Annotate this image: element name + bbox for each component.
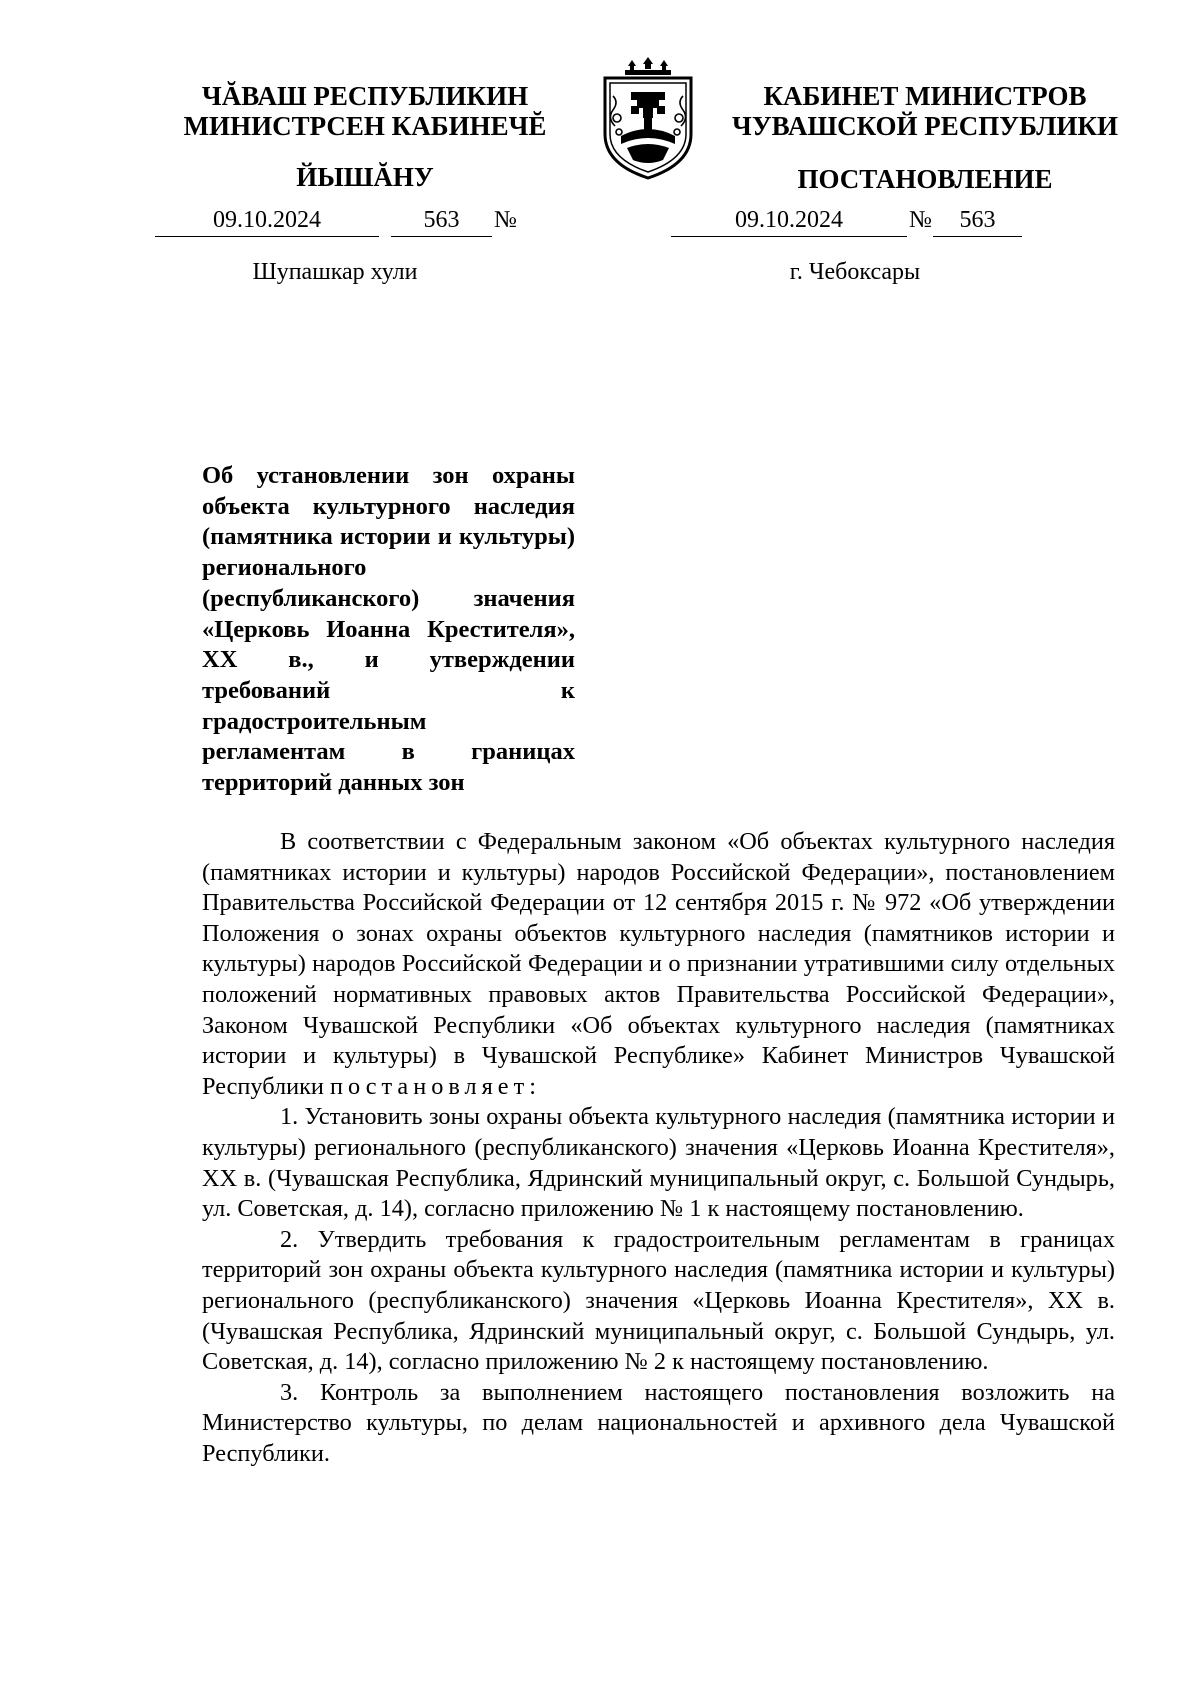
preamble-text: В соответствии с Федеральным законом «Об объектах культурного наследия (памятниках истории и культуры) народов Российской Федерации», постановлением Правительства Российской Федерации от 12 сентября 2015 г. № 972 «Об утверждении Положения о зонах охраны объектов культурного наследия (памятников истории и культуры) народов Российской Федерации и о признании утратившими силу отдельных положений нормативных правовых актов Правительства Российской Федерации», Законом Чувашской Республики «Об объектах культурного наследия (памятниках истории и культуры) в Чувашской Республике» Кабинет Министров Чувашской Республики <box>202 828 1115 1100</box>
city-left: Шупашкар хули <box>252 259 418 285</box>
item-1: 1. Установить зоны охраны объекта культурного наследия (памятника истории и культуры) регионального (республиканского) значения «Церковь Иоанна Крестителя», XX в. (Чувашская Республика, Ядринский муниципальный округ, с. Большой Сундырь, ул. Советская, д. 14), согласно приложению № 1 к настоящему постановлению. <box>202 1103 1115 1223</box>
number-left-value: 563 <box>423 207 460 233</box>
header-right <box>725 81 1125 141</box>
date-right-value: 09.10.2024 <box>735 207 843 233</box>
decree-word: постановляет: <box>329 1072 541 1100</box>
number-right-value: 563 <box>959 207 996 233</box>
item-2: 2. Утвердить требования к градостроительным регламентам в границах территорий зон охраны объекта культурного наследия (памятника истории и культуры) регионального (республиканского) значения «Церковь Иоанна Крестителя», XX в. (Чувашская Республика, Ядринский муниципальный округ, с. Большой Сундырь, ул. Советская, д. 14), согласно приложению № 2 к настоящему постановлению. <box>202 1225 1115 1376</box>
header-right-line1: КАБИНЕТ МИНИСТРОВ <box>763 81 1087 111</box>
number-field-left <box>391 206 492 237</box>
number-sign-left: № <box>494 207 517 233</box>
header-right-line2: ЧУВАШСКОЙ РЕСПУБЛИКИ <box>732 111 1118 141</box>
preamble-paragraph <box>202 827 1115 1102</box>
number-field-right <box>933 206 1022 237</box>
city-right: г. Чебоксары <box>789 259 921 285</box>
header-left <box>160 81 570 141</box>
date-field-right <box>671 206 907 237</box>
document-title: Об установлении зон охраны объекта культурного наследия (памятника истории и культуры) регионального (республиканского) значения «Церковь Иоанна Крестителя», XX в., и утверждении требований к градостроительным регламентам в границах территорий данных зон <box>202 462 575 797</box>
doc-type-left: ЙЫШĂНУ <box>296 162 434 192</box>
header-left-line1: ЧĂВАШ РЕСПУБЛИКИН <box>201 81 529 111</box>
date-field-left <box>155 206 379 237</box>
chuvash-coat-of-arms-icon <box>583 56 713 184</box>
item-3: 3. Контроль за выполнением настоящего постановления возложить на Министерство культуры, по делам национальностей и архивного дела Чувашской Республики. <box>202 1378 1115 1467</box>
doc-type-right: ПОСТАНОВЛЕНИЕ <box>797 164 1053 194</box>
date-left-value: 09.10.2024 <box>213 207 321 233</box>
number-sign-right: № <box>909 207 932 233</box>
document-body <box>202 827 1115 1469</box>
header-left-line2: МИНИСТРСЕН КАБИНЕЧĔ <box>183 111 547 141</box>
